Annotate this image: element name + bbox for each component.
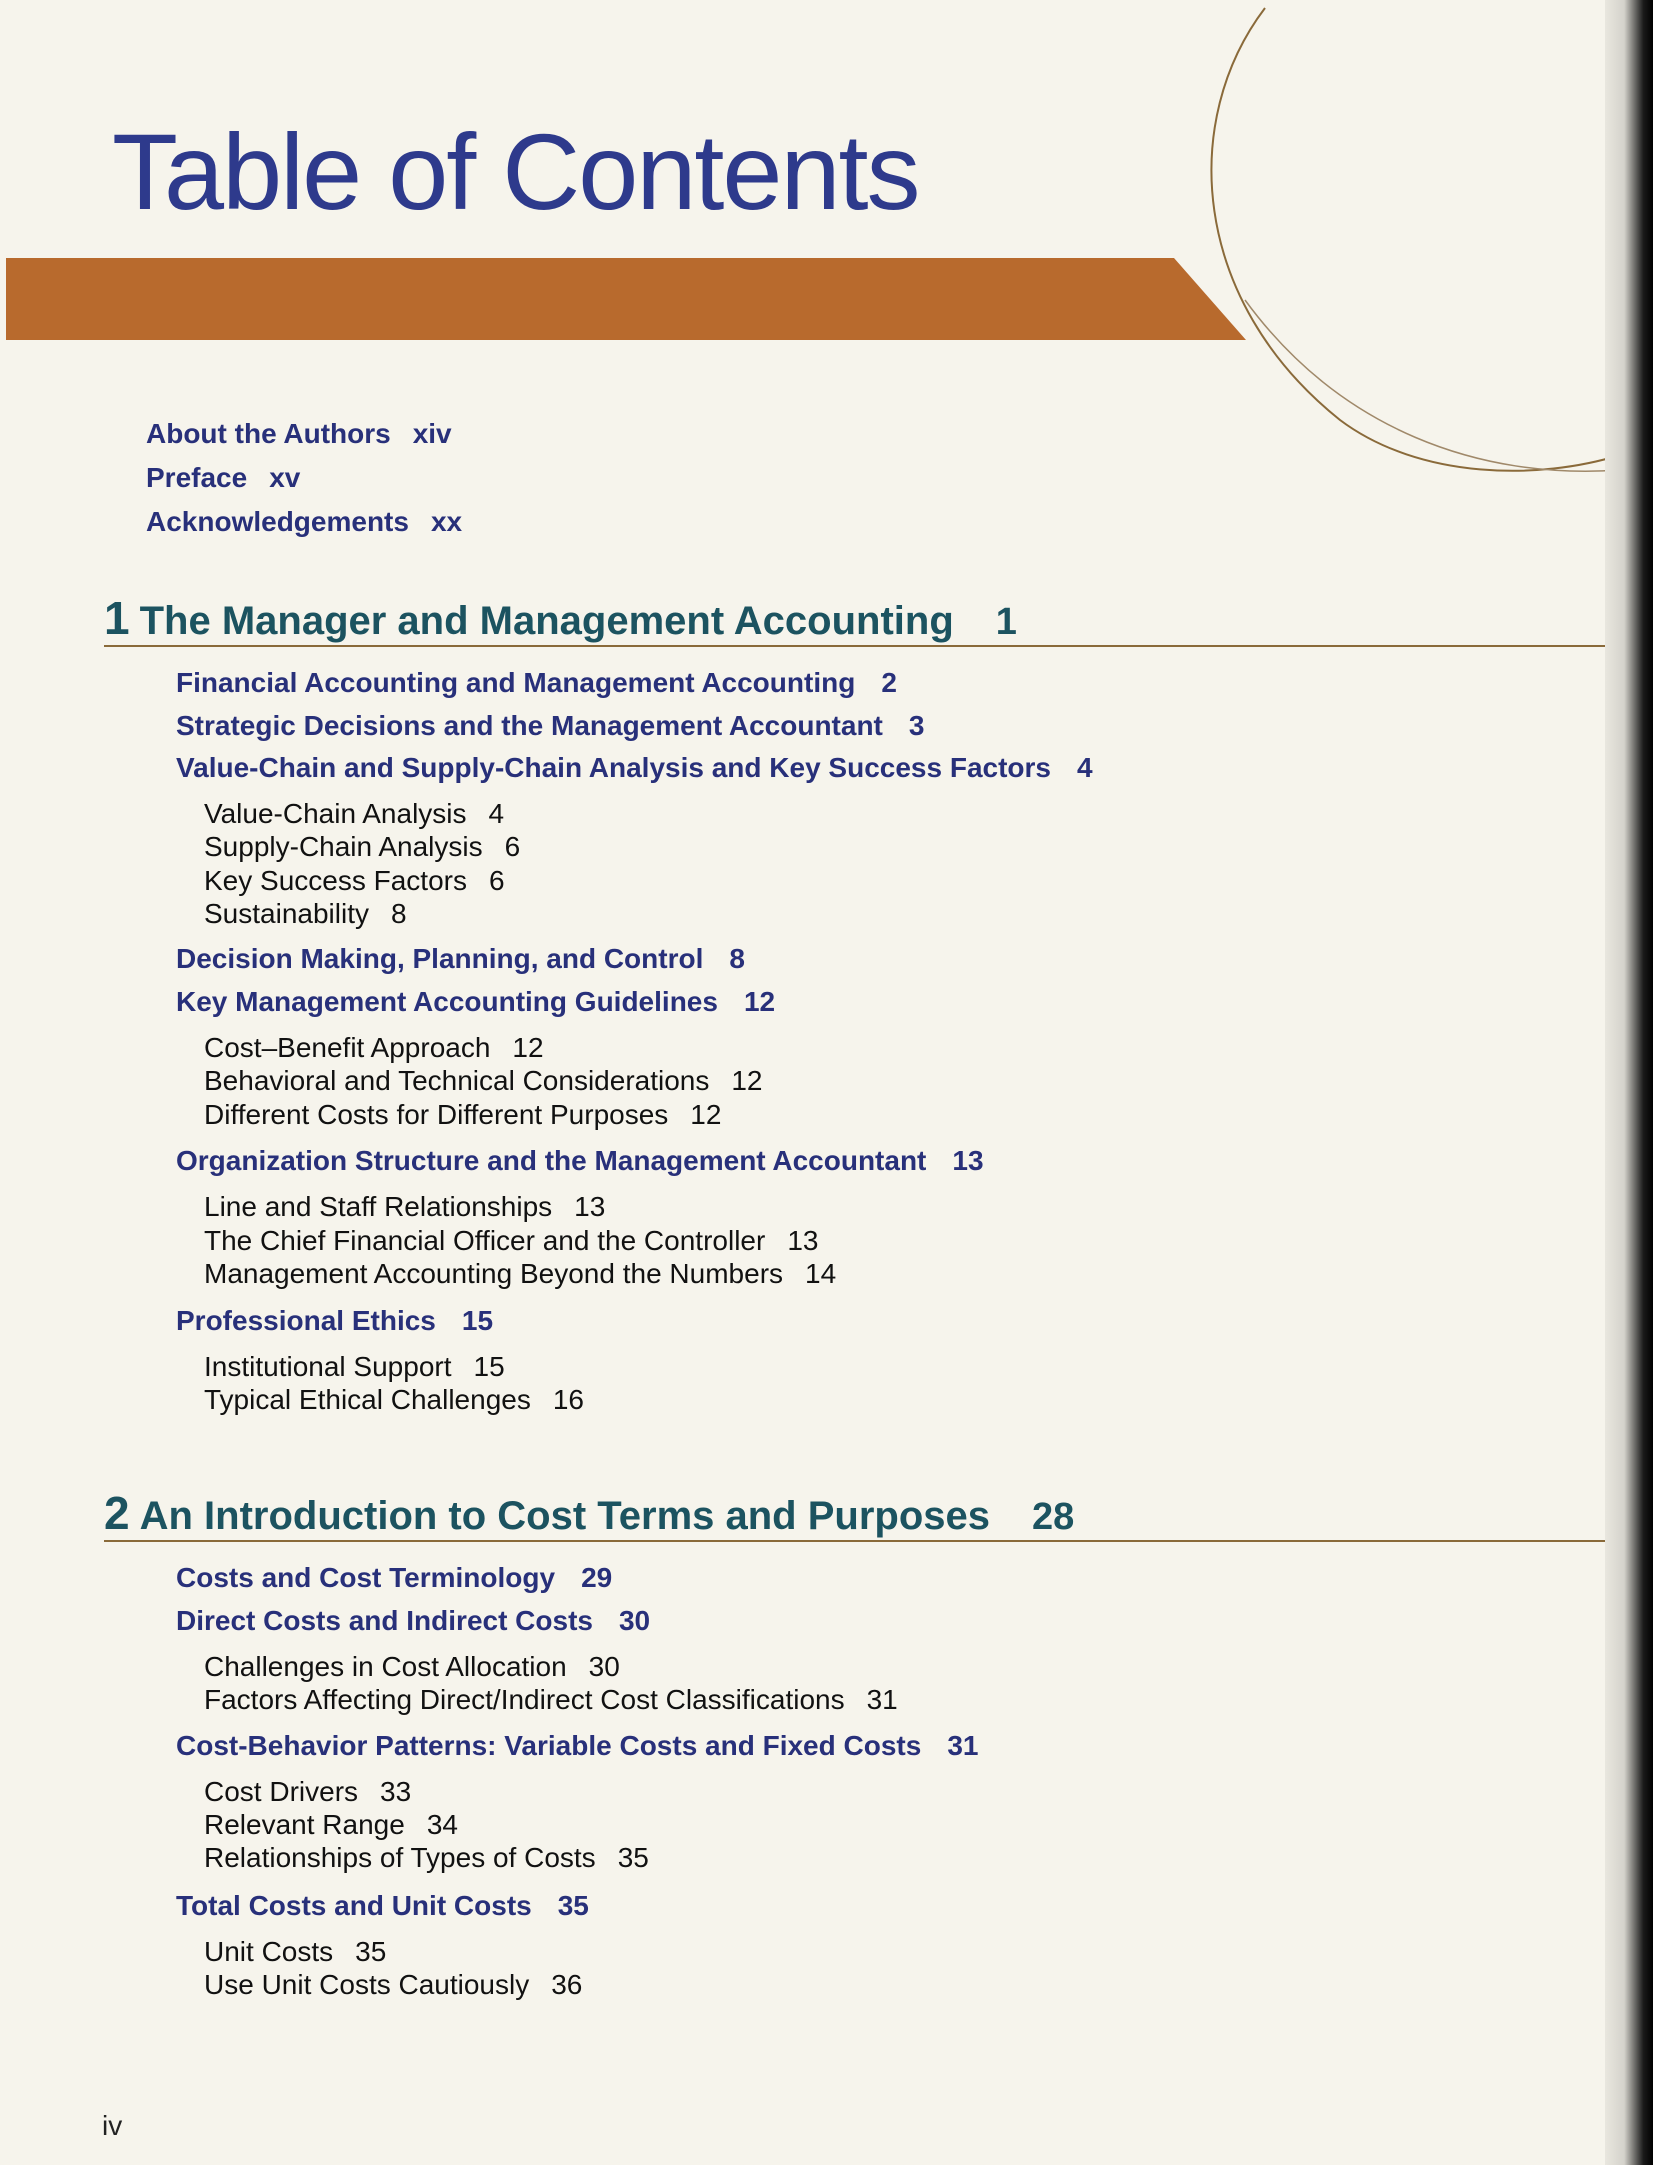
subsection-entry[interactable] bbox=[204, 831, 520, 863]
section-label: Value-Chain and Supply-Chain Analysis and Key Success Factors bbox=[176, 752, 1051, 783]
section-entry[interactable] bbox=[176, 943, 745, 975]
section-entry[interactable] bbox=[176, 710, 924, 742]
subsection-entry[interactable] bbox=[204, 1258, 836, 1290]
chapter-rule bbox=[104, 1540, 1624, 1542]
subsection-page: 34 bbox=[426, 1809, 458, 1840]
subsection-page: 36 bbox=[551, 1969, 583, 2000]
subsection-label: Supply-Chain Analysis bbox=[204, 831, 483, 862]
subsection-page: 35 bbox=[355, 1936, 387, 1967]
front-matter-item[interactable] bbox=[146, 500, 462, 544]
subsection-label: Line and Staff Relationships bbox=[204, 1191, 553, 1222]
subsection-label: Relevant Range bbox=[204, 1809, 405, 1840]
page-number: iv bbox=[102, 2110, 123, 2141]
subsection-entry[interactable] bbox=[204, 1969, 582, 2001]
section-entry[interactable] bbox=[176, 986, 775, 1018]
front-matter-page: xv bbox=[269, 462, 301, 493]
section-label: Total Costs and Unit Costs bbox=[176, 1890, 532, 1921]
subsection-entry[interactable] bbox=[204, 1065, 763, 1097]
front-matter-label: About the Authors bbox=[146, 418, 391, 449]
section-entry[interactable] bbox=[176, 1305, 493, 1337]
subsection-page: 15 bbox=[473, 1351, 505, 1382]
section-label: Strategic Decisions and the Management Accountant bbox=[176, 710, 883, 741]
subsection-entry[interactable] bbox=[204, 1384, 584, 1416]
subsection-entry[interactable] bbox=[204, 865, 505, 897]
chapter-2 bbox=[104, 1487, 1624, 2000]
subsection-page: 6 bbox=[488, 865, 505, 896]
subsection-entry[interactable] bbox=[204, 1351, 505, 1383]
chapter-page: 1 bbox=[995, 601, 1017, 643]
subsection-page: 12 bbox=[731, 1065, 763, 1096]
section-page: 31 bbox=[947, 1730, 979, 1761]
front-matter-item[interactable] bbox=[146, 456, 462, 500]
subsection-page: 4 bbox=[488, 798, 505, 829]
section-page: 12 bbox=[743, 986, 776, 1017]
subsection-label: Relationships of Types of Costs bbox=[204, 1842, 596, 1873]
subsection-entry[interactable] bbox=[204, 798, 504, 830]
section-label: Financial Accounting and Management Accounting bbox=[176, 667, 856, 698]
chapter-rule bbox=[104, 645, 1624, 647]
subsection-entry[interactable] bbox=[204, 1099, 721, 1131]
front-matter-label: Preface bbox=[146, 462, 248, 493]
subsection-page: 6 bbox=[504, 831, 521, 862]
front-matter-list bbox=[146, 412, 462, 544]
section-page: 2 bbox=[881, 667, 897, 698]
subsection-label: Unit Costs bbox=[204, 1936, 334, 1967]
subsection-page: 31 bbox=[866, 1684, 898, 1715]
title-band bbox=[6, 258, 1246, 340]
page-title: Table of Contents bbox=[112, 111, 919, 232]
subsection-label: Cost Drivers bbox=[204, 1776, 359, 1807]
section-entry[interactable] bbox=[176, 1730, 978, 1762]
section-entry[interactable] bbox=[176, 752, 1093, 784]
section-page: 3 bbox=[908, 710, 925, 741]
subsection-entry[interactable] bbox=[204, 1032, 544, 1064]
subsection-label: Value-Chain Analysis bbox=[204, 798, 467, 829]
section-label: Organization Structure and the Management Accountant bbox=[176, 1145, 927, 1176]
section-page: 35 bbox=[557, 1890, 589, 1921]
subsection-label: Typical Ethical Challenges bbox=[204, 1384, 531, 1415]
subsection-entry[interactable] bbox=[204, 1651, 620, 1683]
subsection-page: 13 bbox=[574, 1191, 606, 1222]
subsection-entry[interactable] bbox=[204, 1842, 649, 1874]
subsection-label: Key Success Factors bbox=[204, 865, 467, 896]
section-entry[interactable] bbox=[176, 667, 897, 699]
section-entry[interactable] bbox=[176, 1890, 589, 1922]
chapter-heading[interactable] bbox=[104, 1487, 1624, 1539]
section-label: Professional Ethics bbox=[176, 1305, 436, 1336]
book-binding-shadow bbox=[1605, 0, 1653, 2165]
section-entry[interactable] bbox=[176, 1605, 650, 1637]
subsection-entry[interactable] bbox=[204, 1191, 605, 1223]
subsection-page: 14 bbox=[805, 1258, 837, 1289]
section-label: Decision Making, Planning, and Control bbox=[176, 943, 704, 974]
chapter-number: 1 bbox=[104, 592, 130, 644]
subsection-page: 16 bbox=[552, 1384, 584, 1415]
subsection-label: Challenges in Cost Allocation bbox=[204, 1651, 567, 1682]
section-page: 4 bbox=[1077, 752, 1093, 783]
section-page: 8 bbox=[729, 943, 745, 974]
subsection-entry[interactable] bbox=[204, 1936, 386, 1968]
subsection-label: Institutional Support bbox=[204, 1351, 452, 1382]
chapter-title: The Manager and Management Accounting bbox=[139, 599, 954, 643]
chapter-page: 28 bbox=[1032, 1496, 1075, 1538]
subsection-entry[interactable] bbox=[204, 1684, 898, 1716]
section-entry[interactable] bbox=[176, 1145, 984, 1177]
subsection-entry[interactable] bbox=[204, 1225, 818, 1257]
section-label: Costs and Cost Terminology bbox=[176, 1562, 556, 1593]
subsection-label: Factors Affecting Direct/Indirect Cost Classifications bbox=[204, 1684, 845, 1715]
front-matter-page: xx bbox=[430, 506, 463, 537]
subsection-label: Management Accounting Beyond the Numbers bbox=[204, 1258, 784, 1289]
subsection-page: 12 bbox=[512, 1032, 544, 1063]
section-page: 29 bbox=[581, 1562, 613, 1593]
section-label: Direct Costs and Indirect Costs bbox=[176, 1605, 593, 1636]
subsection-label: The Chief Financial Officer and the Controller bbox=[204, 1225, 766, 1256]
subsection-label: Sustainability bbox=[204, 898, 369, 929]
section-page: 13 bbox=[952, 1145, 984, 1176]
chapter-number: 2 bbox=[104, 1487, 130, 1539]
subsection-page: 35 bbox=[617, 1842, 649, 1873]
chapter-title: An Introduction to Cost Terms and Purposes bbox=[139, 1494, 991, 1538]
subsection-page: 30 bbox=[588, 1651, 620, 1682]
front-matter-item[interactable] bbox=[146, 412, 462, 456]
section-page: 15 bbox=[461, 1305, 494, 1336]
subsection-label: Cost–Benefit Approach bbox=[204, 1032, 491, 1063]
subsection-entry[interactable] bbox=[204, 898, 407, 930]
section-entry[interactable] bbox=[176, 1562, 612, 1594]
chapter-1 bbox=[104, 592, 1624, 1415]
section-page: 30 bbox=[618, 1605, 651, 1636]
subsection-page: 33 bbox=[380, 1776, 412, 1807]
subsection-label: Different Costs for Different Purposes bbox=[204, 1099, 669, 1130]
section-label: Key Management Accounting Guidelines bbox=[176, 986, 718, 1017]
subsection-entry[interactable] bbox=[204, 1809, 458, 1841]
front-matter-page: xiv bbox=[412, 418, 452, 449]
subsection-page: 13 bbox=[787, 1225, 819, 1256]
subsection-page: 8 bbox=[390, 898, 407, 929]
section-label: Cost-Behavior Patterns: Variable Costs and Fixed Costs bbox=[176, 1730, 922, 1761]
subsection-page: 12 bbox=[690, 1099, 722, 1130]
subsection-entry[interactable] bbox=[204, 1776, 411, 1808]
subsection-label: Use Unit Costs Cautiously bbox=[204, 1969, 530, 2000]
subsection-label: Behavioral and Technical Considerations bbox=[204, 1065, 710, 1096]
front-matter-label: Acknowledgements bbox=[146, 506, 409, 537]
chapter-heading[interactable] bbox=[104, 592, 1624, 644]
